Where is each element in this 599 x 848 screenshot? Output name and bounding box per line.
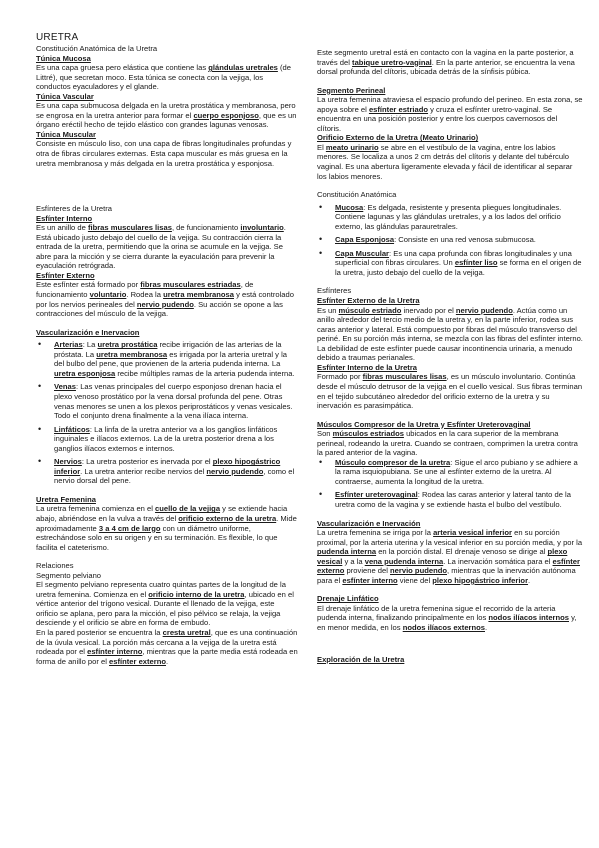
right-column <box>317 48 583 664</box>
list-item: • Músculo compresor de la uretra: Sigue el arco pubiano y se adhiere a la rama isquiopubiana. Se une al esfínter externo de la uretra. Al contraerse, aumenta la longitud de la uretra. <box>335 458 583 487</box>
lymph-section-title: Drenaje Linfático <box>317 594 379 604</box>
esf-int-heading-right: Esfínter Interno de la Uretra <box>317 362 418 372</box>
vascular-heading: Túnica Vascular <box>36 91 94 101</box>
lymph-paragraph: El drenaje linfático de la uretra femenina sigue el recorrido de la arteria pudenda interna, finalizando principalmente en los nodos ilíacos internos y, en menor medida, en los nodos ilíacos externos. <box>317 603 577 632</box>
vascular-paragraph: Es una capa submucosa delgada en la uretra prostática y membranosa, pero se engrosa en la uretra anterior para formar el cuerpo esponjoso, que es un órgano eréctil hecho de tejido elástico con grandes lagunas venosas. <box>36 101 297 130</box>
mucosa-heading: Túnica Mucosa <box>36 53 91 63</box>
document-title: URETRA <box>36 32 79 43</box>
list-item: • Venas: Las venas principales del cuerpo esponjoso drenan hacia el plexo venoso prostático por la vena dorsal profunda del pene. Otras venas menores se unen a los plexos periprostáticos y venas vesicales. Todo el conjunto drena finalmente a la vena ilíaca interna. <box>54 382 298 420</box>
const-section-title: Constitución Anatómica <box>317 190 397 200</box>
left-column <box>36 32 298 666</box>
vasc-section-title: Vascularización e Inervacion <box>36 327 140 337</box>
esf-section-title-right: Esfínteres <box>317 286 352 296</box>
list-item: • Arterias: La uretra prostática recibe irrigación de las arterias de la próstata. La uretra membranosa es irrigada por la arteria uretral y la del bulbo del pene, que provienen de la arteria pudenda interna. La uretra esponjosa recibe múltiples ramas de la arteria pudenda interna. <box>54 340 298 378</box>
comp-section-title: Músculos Compresor de la Uretra y Esfínter Ureterovaginal <box>317 419 531 429</box>
vasc-list <box>36 340 298 486</box>
vasc-section-title-right: Vascularización e Inervación <box>317 518 421 528</box>
rel-section-title: Relaciones <box>36 561 74 571</box>
orif-paragraph: El meato urinario se abre en el vestíbulo de la vagina, entre los labios menores. Se localiza a unos 2 cm detrás del clítoris y delante del tubérculo vaginal. Es una abertura ligeramente elevada y fácil de identificar al separar los labios menores. <box>317 142 573 181</box>
fem-section-title: Uretra Femenina <box>36 494 96 504</box>
muscular-heading: Túnica Muscular <box>36 129 96 139</box>
rel-subtitle: Segmento pelviano <box>36 570 102 580</box>
esf-ext-heading-right: Esfínter Externo de la Uretra <box>317 296 420 306</box>
comp-list <box>317 458 583 510</box>
esf-ext-heading: Esfínter Externo <box>36 270 95 280</box>
esf-section-title: Esfínteres de la Uretra <box>36 204 112 214</box>
rel-paragraph-1: El segmento pelviano representa cuatro quintas partes de la longitud de la uretra femenina. Comienza en el orificio interno de la uretra, ubicado en el vértice anterior del trígono vesical. Durante el llenado de la vejiga, este orificio se aplana, pero para la micción, el piso pélvico se relaja, la vejiga desciende y el orificio se abre en forma de embudo. <box>36 580 294 628</box>
list-item: • Nervios: La uretra posterior es inervada por el plexo hipogástrico inferior. La uretra anterior recibe nervios del nervio pudendo, como el nervio dorsal del pene. <box>54 457 298 486</box>
perineal-paragraph: La uretra femenina atraviesa el espacio profundo del perineo. En esta zona, se apoya sobre el esfínter estriado y cruza el esfínter uretro-vaginal. Se encuentra en una posición posterior y entre los cuerpos cavernosos del clítoris. <box>317 95 583 133</box>
list-item: • Mucosa: Es delgada, resistente y presenta pliegues longitudinales. Contiene lagunas y las glándulas uretrales, y a los lados del orificio externo, las glándulas parauretrales. <box>335 203 583 232</box>
const-list <box>317 203 583 278</box>
vasc-paragraph-right: La uretra femenina se irriga por la arteria vesical inferior en su porción proximal, por la arteria uterina y la vesical inferior en su porción media, y por la pudenda interna en la porción distal. El drenaje venoso se dirige al plexo vesical y a la vena pudenda interna. La inervación somática para el esfínter externo proviene del nervio pudendo, mientras que la inervación autónoma para el esfínter interno viene del plexo hipogástrico inferior. <box>317 528 583 585</box>
list-item: • Capa Esponjosa: Consiste en una red venosa submucosa. <box>335 235 583 245</box>
esf-int-paragraph: Es un anillo de fibras musculares lisas, de funcionamiento involuntario. Está ubicado justo debajo del cuello de la vejiga. Su contracción cierra la entrada de la uretra, permitiendo que la orina se acumule en la vejiga. Se abre para la micción y se cierra durante la eyaculación para prevenir la eyaculación retrógrada. <box>36 223 286 271</box>
perineal-title: Segmento Perineal <box>317 85 386 95</box>
list-item: • Esfínter ureterovaginal: Rodea las caras anterior y lateral tanto de la uretra como de la vagina y se extiende hasta el bulbo del vestíbulo. <box>335 490 583 509</box>
esf-ext-paragraph-right: Es un músculo estriado inervado por el nervio pudendo. Actúa como un anillo alrededor del tercio medio de la uretra y, en la parte inferior, rodea sus caras anterior y lateral. Está compuesto por fibras del músculo transverso del periné. En su porción más interna, se mezcla con las fibras del esfínter interno. La debilidad de este esfínter puede causar incontinencia urinaria, a menudo debido a traumas perianales. <box>317 305 583 363</box>
muscular-paragraph: Consiste en músculo liso, con una capa de fibras longitudinales profundas y otra de fibras circulares externas. Esta capa muscular es más gruesa en la uretra membranosa y más delgada en la uretra prostática y esponjosa. <box>36 139 292 168</box>
anat-section-title: Constitución Anatómica de la Uretra <box>36 44 158 53</box>
list-item: • Linfáticos: La linfa de la uretra anterior va a los ganglios linfáticos inguinales e ilíacos externos. La de la uretra posterior drena a los ganglios ilíacos externos e internos. <box>54 425 298 454</box>
esf-int-heading: Esfínter Interno <box>36 213 93 223</box>
esf-ext-paragraph: Este esfínter está formado por fibras musculares estriadas, de funcionamiento voluntario. Rodea la uretra membranosa y está controlado por los nervios perineales del nervio pudendo. Su acción se opone a las contracciones del músculo de la vejiga. <box>36 280 294 319</box>
explor-section-title: Exploración de la Uretra <box>317 654 405 664</box>
rel-paragraph-2: En la pared posterior se encuentra la cresta uretral, que es una continuación de la úvula vesical. La porción más cercana a la vejiga de la uretra está rodeada por el esfínter interno, mientras que la parte media está rodeada en forma de anillo por el esfínter externo. <box>36 627 298 666</box>
mucosa-paragraph: Es una capa gruesa pero elástica que contiene las glándulas uretrales (de Littré), que secretan moco. Esta túnica se conecta con la vejiga, los conductos eyaculadores y el glande. <box>36 63 291 92</box>
esf-int-paragraph-right: Formado por fibras musculares lisas, es un músculo involuntario. Continúa desde el músculo detrusor de la vejiga en el cuello vesical. Sus fibras terminan en el tejido subcutáneo alrededor del orificio externo de la uretra y su inervación es parasimpática. <box>317 372 583 411</box>
intro-paragraph: Este segmento uretral está en contacto con la vagina en la parte posterior, a través del tabique uretro-vaginal. En la parte anterior, se encuentra la vena dorsal profunda del clítoris, ubicada detrás de la sínfisis púbica. <box>317 48 575 77</box>
comp-paragraph: Son músculos estriados ubicados en la cara superior de la membrana perineal, rodeando la uretra. Cuando se contraen, comprimen la uretra contra la pared anterior de la vagina. <box>317 429 578 458</box>
list-item: • Capa Muscular: Es una capa profunda con fibras longitudinales y una superficial con fibras circulares. Un esfínter liso se forma en el origen de la uretra, justo debajo del cuello de la vejiga. <box>335 249 583 278</box>
orif-title: Orificio Externo de la Uretra (Meato Urinario) <box>317 133 479 143</box>
fem-paragraph: La uretra femenina comienza en el cuello de la vejiga y se extiende hacia abajo, abriéndose en la vulva a través del orificio externo de la uretra. Mide aproximadamente 3 a 4 cm de largo con un diámetro uniforme, estrechándose solo en su origen y en su terminación. Es flexible, lo que facilita el cateterismo. <box>36 504 297 552</box>
